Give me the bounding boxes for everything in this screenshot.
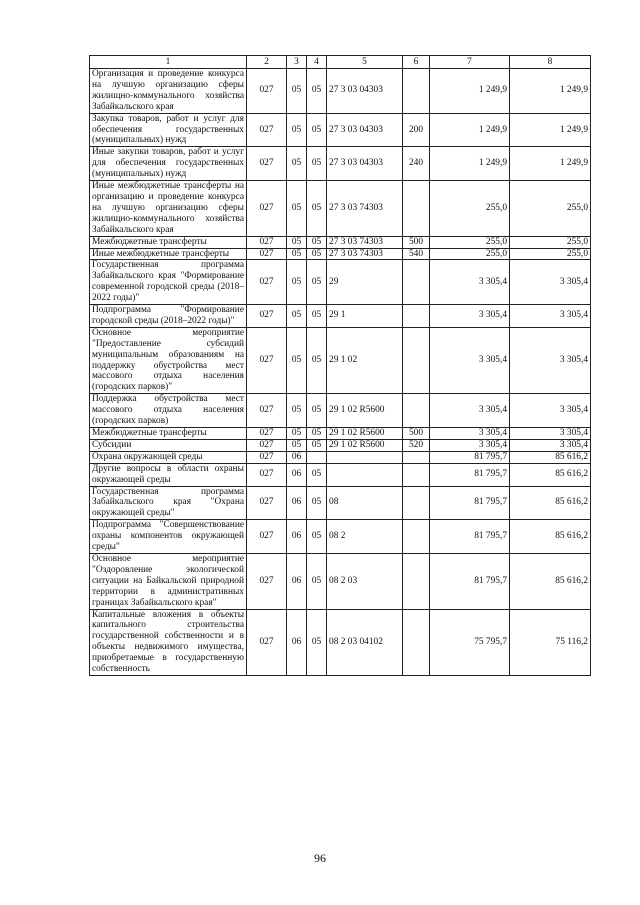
amount-year-1: 1 249,9 — [430, 69, 510, 114]
expense-type-code: 200 — [403, 113, 430, 147]
row-description: Субсидии — [90, 439, 247, 451]
row-description: Основное мероприятие "Предоставление субсидий муниципальным образованиям на поддержку обустройства мест массового отдыха населения (городских парков)" — [90, 327, 247, 393]
row-description: Закупка товаров, работ и услуг для обеспечения государственных (муниципальных) нужд — [90, 113, 247, 147]
expense-type-code — [403, 451, 430, 463]
expense-type-code — [403, 609, 430, 675]
target-article-code: 08 2 — [327, 520, 403, 554]
amount-year-1: 81 795,7 — [430, 451, 510, 463]
expense-type-code — [403, 394, 430, 428]
amount-year-2: 75 116,2 — [510, 609, 591, 675]
expense-type-code: 540 — [403, 248, 430, 260]
subsection-code: 05 — [307, 394, 327, 428]
expense-type-code: 240 — [403, 147, 430, 181]
ministry-code: 027 — [247, 327, 287, 393]
subsection-code: 05 — [307, 609, 327, 675]
amount-year-1: 81 795,7 — [430, 486, 510, 520]
target-article-code: 29 — [327, 260, 403, 305]
row-description: Межбюджетные трансферты — [90, 236, 247, 248]
table-row — [90, 520, 591, 554]
section-code: 05 — [287, 327, 307, 393]
row-description: Иные межбюджетные трансферты на организацию и проведение конкурса на лучшую организацию сферы жилищно-коммунального хозяйства Забайкальского края — [90, 181, 247, 237]
amount-year-1: 255,0 — [430, 236, 510, 248]
amount-year-2: 3 305,4 — [510, 260, 591, 305]
ministry-code: 027 — [247, 236, 287, 248]
subsection-code: 05 — [307, 181, 327, 237]
row-description: Охрана окружающей среды — [90, 451, 247, 463]
table-row — [90, 439, 591, 451]
amount-year-2: 85 616,2 — [510, 463, 591, 486]
amount-year-2: 85 616,2 — [510, 553, 591, 609]
subsection-code: 05 — [307, 236, 327, 248]
amount-year-2: 1 249,9 — [510, 147, 591, 181]
ministry-code: 027 — [247, 181, 287, 237]
table-row — [90, 428, 591, 440]
ministry-code: 027 — [247, 147, 287, 181]
subsection-code — [307, 451, 327, 463]
amount-year-2: 255,0 — [510, 236, 591, 248]
target-article-code: 08 2 03 — [327, 553, 403, 609]
expense-type-code: 500 — [403, 428, 430, 440]
section-code: 05 — [287, 260, 307, 305]
subsection-code: 05 — [307, 248, 327, 260]
ministry-code: 027 — [247, 486, 287, 520]
section-code: 05 — [287, 305, 307, 328]
expense-type-code: 520 — [403, 439, 430, 451]
header-cell: 3 — [287, 56, 307, 69]
subsection-code: 05 — [307, 439, 327, 451]
row-description: Поддержка обустройства мест массового отдыха населения (городских парков) — [90, 394, 247, 428]
target-article-code: 27 3 03 04303 — [327, 113, 403, 147]
ministry-code: 027 — [247, 451, 287, 463]
target-article-code: 27 3 03 04303 — [327, 147, 403, 181]
amount-year-1: 1 249,9 — [430, 113, 510, 147]
row-description: Подпрограмма "Формирование городской среды (2018–2022 годы)" — [90, 305, 247, 328]
table-row — [90, 394, 591, 428]
ministry-code: 027 — [247, 260, 287, 305]
budget-table — [89, 55, 591, 676]
target-article-code: 29 1 — [327, 305, 403, 328]
amount-year-1: 255,0 — [430, 181, 510, 237]
target-article-code: 29 1 02 R5600 — [327, 428, 403, 440]
amount-year-2: 3 305,4 — [510, 327, 591, 393]
subsection-code: 05 — [307, 553, 327, 609]
expense-type-code: 500 — [403, 236, 430, 248]
subsection-code: 05 — [307, 327, 327, 393]
row-description: Капитальные вложения в объекты капитального строительства государственной собственности и в объекты недвижимого имущества, приобретаемые в государственную собственность — [90, 609, 247, 675]
target-article-code: 27 3 03 74303 — [327, 181, 403, 237]
subsection-code: 05 — [307, 113, 327, 147]
table-row — [90, 113, 591, 147]
amount-year-2: 85 616,2 — [510, 486, 591, 520]
target-article-code: 29 1 02 R5600 — [327, 439, 403, 451]
row-description: Государственная программа Забайкальского края "Охрана окружающей среды" — [90, 486, 247, 520]
ministry-code: 027 — [247, 113, 287, 147]
header-cell: 1 — [90, 56, 247, 69]
amount-year-1: 75 795,7 — [430, 609, 510, 675]
header-cell: 5 — [327, 56, 403, 69]
target-article-code — [327, 451, 403, 463]
amount-year-1: 81 795,7 — [430, 463, 510, 486]
amount-year-2: 3 305,4 — [510, 305, 591, 328]
subsection-code: 05 — [307, 520, 327, 554]
subsection-code: 05 — [307, 147, 327, 181]
ministry-code: 027 — [247, 248, 287, 260]
section-code: 05 — [287, 248, 307, 260]
amount-year-1: 3 305,4 — [430, 439, 510, 451]
target-article-code: 29 1 02 R5600 — [327, 394, 403, 428]
target-article-code: 27 3 03 74303 — [327, 236, 403, 248]
section-code: 06 — [287, 463, 307, 486]
subsection-code: 05 — [307, 428, 327, 440]
subsection-code: 05 — [307, 69, 327, 114]
row-description: Межбюджетные трансферты — [90, 428, 247, 440]
table-row — [90, 486, 591, 520]
table-row — [90, 181, 591, 237]
amount-year-1: 255,0 — [430, 248, 510, 260]
expense-type-code — [403, 463, 430, 486]
section-code: 06 — [287, 451, 307, 463]
table-row — [90, 305, 591, 328]
section-code: 06 — [287, 609, 307, 675]
section-code: 06 — [287, 486, 307, 520]
table-row — [90, 451, 591, 463]
ministry-code: 027 — [247, 439, 287, 451]
amount-year-2: 3 305,4 — [510, 439, 591, 451]
expense-type-code — [403, 181, 430, 237]
page-number: 96 — [314, 851, 326, 865]
target-article-code: 29 1 02 — [327, 327, 403, 393]
subsection-code: 05 — [307, 305, 327, 328]
section-code: 05 — [287, 394, 307, 428]
table-row — [90, 553, 591, 609]
section-code: 05 — [287, 69, 307, 114]
header-cell: 4 — [307, 56, 327, 69]
header-cell: 7 — [430, 56, 510, 69]
section-code: 06 — [287, 520, 307, 554]
amount-year-2: 85 616,2 — [510, 451, 591, 463]
header-row — [90, 56, 591, 69]
amount-year-2: 3 305,4 — [510, 428, 591, 440]
table-row — [90, 260, 591, 305]
amount-year-2: 1 249,9 — [510, 69, 591, 114]
header-cell: 6 — [403, 56, 430, 69]
target-article-code: 08 — [327, 486, 403, 520]
ministry-code: 027 — [247, 69, 287, 114]
table-row — [90, 147, 591, 181]
row-description: Подпрограмма "Совершенствование охраны компонентов окружающей среды" — [90, 520, 247, 554]
row-description: Государственная программа Забайкальского края "Формирование современной городской среды (2018–2022 годы)" — [90, 260, 247, 305]
amount-year-1: 81 795,7 — [430, 553, 510, 609]
amount-year-1: 3 305,4 — [430, 260, 510, 305]
ministry-code: 027 — [247, 305, 287, 328]
expense-type-code — [403, 260, 430, 305]
table-row — [90, 248, 591, 260]
target-article-code: 08 2 03 04102 — [327, 609, 403, 675]
amount-year-1: 81 795,7 — [430, 520, 510, 554]
expense-type-code — [403, 327, 430, 393]
row-description: Иные межбюджетные трансферты — [90, 248, 247, 260]
section-code: 05 — [287, 428, 307, 440]
section-code: 05 — [287, 113, 307, 147]
amount-year-1: 3 305,4 — [430, 327, 510, 393]
expense-type-code — [403, 486, 430, 520]
ministry-code: 027 — [247, 553, 287, 609]
row-description: Основное мероприятие "Оздоровление экологической ситуации на Байкальской природной территории в административных границах Забайкальского края" — [90, 553, 247, 609]
section-code: 05 — [287, 147, 307, 181]
header-cell: 8 — [510, 56, 591, 69]
table-row — [90, 236, 591, 248]
ministry-code: 027 — [247, 428, 287, 440]
expense-type-code — [403, 553, 430, 609]
amount-year-2: 85 616,2 — [510, 520, 591, 554]
section-code: 05 — [287, 439, 307, 451]
table-row — [90, 463, 591, 486]
section-code: 06 — [287, 553, 307, 609]
table-row — [90, 609, 591, 675]
amount-year-1: 1 249,9 — [430, 147, 510, 181]
amount-year-2: 255,0 — [510, 181, 591, 237]
table-row — [90, 69, 591, 114]
target-article-code: 27 3 03 04303 — [327, 69, 403, 114]
subsection-code: 05 — [307, 486, 327, 520]
amount-year-2: 1 249,9 — [510, 113, 591, 147]
subsection-code: 05 — [307, 260, 327, 305]
expense-type-code — [403, 520, 430, 554]
expense-type-code — [403, 305, 430, 328]
target-article-code — [327, 463, 403, 486]
header-cell: 2 — [247, 56, 287, 69]
row-description: Организация и проведение конкурса на лучшую организацию сферы жилищно-коммунального хозяйства Забайкальского края — [90, 69, 247, 114]
row-description: Другие вопросы в области охраны окружающей среды — [90, 463, 247, 486]
amount-year-1: 3 305,4 — [430, 394, 510, 428]
amount-year-2: 255,0 — [510, 248, 591, 260]
target-article-code: 27 3 03 74303 — [327, 248, 403, 260]
amount-year-2: 3 305,4 — [510, 394, 591, 428]
ministry-code: 027 — [247, 463, 287, 486]
ministry-code: 027 — [247, 520, 287, 554]
amount-year-1: 3 305,4 — [430, 305, 510, 328]
expense-type-code — [403, 69, 430, 114]
row-description: Иные закупки товаров, работ и услуг для обеспечения государственных (муниципальных) нужд — [90, 147, 247, 181]
ministry-code: 027 — [247, 609, 287, 675]
table-row — [90, 327, 591, 393]
section-code: 05 — [287, 181, 307, 237]
ministry-code: 027 — [247, 394, 287, 428]
section-code: 05 — [287, 236, 307, 248]
amount-year-1: 3 305,4 — [430, 428, 510, 440]
subsection-code: 05 — [307, 463, 327, 486]
